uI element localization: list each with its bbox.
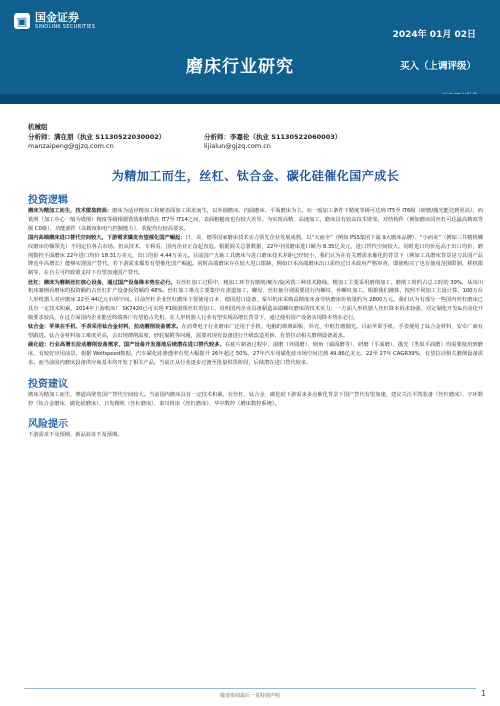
- paragraph-lead: 碳化硅：行业高增长拉动磨削设备需求，国产设备开发落地后续潜在进口替代较多。: [28, 342, 225, 349]
- section-heading-risk: 风险提示: [28, 419, 68, 431]
- email-row: [28, 142, 483, 150]
- main-title: 为精加工而生，丝杠、钛合金、碳化硅催化国产成长: [111, 169, 400, 183]
- paragraph-text: 磨床为精加工而生，赛道高壁垒国产替代空间较大。当前国内磨床具有一定技术积累，在丝杠、钛合金、碳化硅下游需求多点催化背景下国产替代有望加速，建议关注平凯装备（丝杠磨床）、宇环数控（钛合金磨床、碳化硅磨床）、日发精机（丝杠磨床）、秦川机床（丝杠磨床）、华中数控（磨床数控系统）。: [28, 391, 483, 407]
- paragraph-text: 磨床为适应精加工和硬表面加工需求而生，以外圆磨床、内圆磨床、平面磨床为主。在一般加工条件下精度等级可达到 IT5至 IT6级（研磨/抛光能达到更高），而铣削（加工中心一般为铣削）精度等级根据铣铣和精铣在 IT7至 IT14之间，表面粗糙度也有较大差异。为实现高精、高速加工，磨床具有较高技术壁垒，对结构件（例如磨床同丝杠可达最高精度等级 C0级）、功能部件（高精度和电气控制能力）、装配均有较高要求。: [28, 208, 483, 232]
- report-body: [28, 122, 483, 441]
- section-heading-investment-logic: 投资逻辑: [28, 195, 68, 206]
- paragraph: [28, 207, 483, 233]
- rating-badge: 买入（上调评级）: [399, 61, 476, 72]
- logo-name-en: SINOLINK SECURITIES: [35, 24, 96, 30]
- paragraph-text: 在丝杠加工过程中，粗加工环节有磨削/硬车/旋风铣三种技术路线，精加工主要采用磨削加工，磨削工时约占总工时的 39%，从每川机床案例看磨床的投资额约占丝杠扩产设备投资额的 48%。丝杠加工难点主要集中在滚道加工，螺母、丝杠轴分别需要进行内螺纹、外螺纹加工。根据我们测算，按照不同加工主设计算，100万台人形机器人对应磨床 22至 44亿元市场空间。目前丝杠企业丝杠磨床主要使用日本、德国进口设备，秦川机床采购高精度床身导轨磨床价值量约为 2800万元。我们认为有部分一些国内丝杠磨床已具有一定技术积累，2014年上海机床厂 SK7420已可实现 P1级滚珠丝杠的加工，说明国内企业具备制造高端螺纹磨床的技术实力；一方面人形机器人丝杠降本诉求较强，对定制化开发&自动化升级要求较高，在这方面国内企业能近终端客户有望抢占先机，在人形机器人行业有望实现高增长背景下，通过使用国产设备实现降本势在必行。: [28, 279, 484, 321]
- paragraph-text: 日、美、德等国家磨床技术实力领先企业发展成熟，以“大而全”（例如 PSS集团下属 9大磨床品牌）、“小而美”（例如三井精机螺纹磨床份额领先）不同定位各占市场。但从技术、专利看，国内企业正奋起直追。根据海关总署数据，22年中国磨床进口额为 8.35亿美元，进口替代空间较大。同时进口均价远高于出口均价，磨削数控平面磨床 22年进口均价 18.31万美元，出口均价 4.44万美元。目前国产五轴工具磨床与进口磨床技术差距已经较小，我们认为在有关增需求催化的背景下（例如工具磨床背景是刀具国产品牌近年高增长）能够实现国产替代，若下游需求爆发有望催化国产崛起。同时高端磨床存在较大进口限制，例如日本高端磨床出口需经过日本政府严格审查，即使购买了也有使用范围限制、移机限制等，在自主可控政策支持下有望加速国产替代。: [28, 234, 483, 277]
- logo-name-cn: 国金证券: [35, 11, 79, 24]
- paragraph: [28, 341, 483, 367]
- analyst-row: [28, 132, 483, 141]
- paragraph-lead: 钛合金：苹果在手机、手表采用钛合金材料，拉动磨削设备需求。: [28, 324, 182, 331]
- report-title: 磨床行业研究: [186, 57, 294, 77]
- paragraph-lead: 国内高端磨床进口替代空间较大，下游需求爆发有望催化国产崛起：: [28, 234, 186, 241]
- paragraph: [28, 234, 483, 278]
- company-logo: [14, 12, 95, 30]
- paragraph-lead: 丝杠：磨床为磨制丝杠核心设备，通过国产设备降本势在必行。: [28, 279, 176, 286]
- analyst-2-email[interactable]: lijialun@gjzq.com.cn: [204, 142, 271, 150]
- sector-label: 机械组: [28, 123, 48, 131]
- paragraph: [28, 323, 483, 341]
- paragraph: [28, 279, 483, 323]
- paragraph-lead: 磨床为精加工而生，技术壁垒较高：: [28, 208, 113, 214]
- paragraph-text: 在硅片制备过程中，滚磨（外圆磨）、倒角（端面磨等）、研磨（平面磨）、抛光（类似平面磨）均需要使用到磨床，有较好应用前景。根据 Wolfspeed数据，汽车碳化硅渗透率有望大幅提升 26年超过 50%，27年汽车用碳化硅市场空间达到 49.86亿美元，22至 27年 CAGR39%，有望拉动相关磨削设备需求。而当前国内磨床设备供应商基本均开发了相关产品，当前正从行业逐步过渡至批量供货阶段，后续潜在进口替代较多。: [28, 342, 483, 366]
- footer-disclaimer: 敬请参阅最后一页特别声明: [219, 693, 280, 699]
- paragraph: [28, 431, 483, 440]
- section-heading-investment-advice: 投资建议: [28, 378, 68, 390]
- paragraph: [28, 391, 483, 409]
- header-stripe: [0, 94, 500, 104]
- footer-divider: [24, 688, 476, 689]
- paragraph-text: 下游需求不及预期、新品验证不及预期。: [28, 432, 123, 439]
- page-number: 1: [480, 689, 486, 698]
- analyst-1-email[interactable]: manzaipeng@gjzq.com.cn: [28, 142, 114, 150]
- report-header: [0, 0, 500, 104]
- logo-icon: ▣: [14, 13, 30, 29]
- paragraph-text: 在消费电子行业磨床广泛用于手机、电脑的玻璃面板、外壳、中框打磨抛光。目前苹果手机、手表使用了钛合金材料，安卓厂商有望跟进。钛合金材料加工难度更高，会出现薄削温度、砂轮黏附等问题，需要对现有设备进行升级改造更新，有望拉动相关磨削设备需求。: [28, 324, 484, 339]
- analyst-2: 分析师：李嘉伦（执业 S1130522060003）: [204, 133, 342, 141]
- analyst-1: 分析师：满在朋（执业 S1130522030002）: [28, 133, 166, 141]
- report-date: 2024年 01月 02日: [392, 30, 476, 40]
